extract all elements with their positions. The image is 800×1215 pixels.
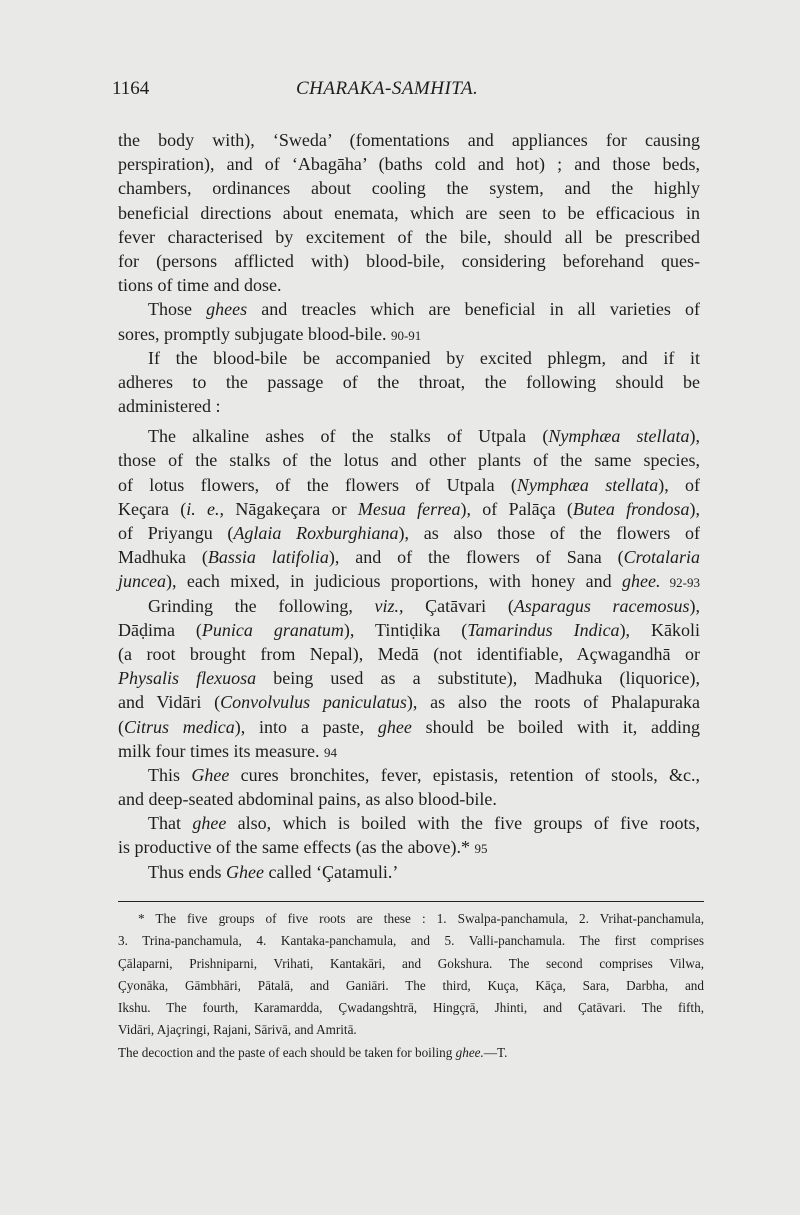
italic-text: Butea frondosa xyxy=(572,498,690,519)
text-run: ), Tintiḍika ( xyxy=(343,619,468,640)
text-run: and Vidāri ( xyxy=(118,692,221,713)
text-run: Vidāri, Ajaçringi, Rajani, Sārivā, and Amritā. xyxy=(118,1022,357,1038)
text-line xyxy=(118,618,700,642)
italic-text: juncea xyxy=(118,571,166,592)
italic-text: Ghee xyxy=(226,861,264,882)
text-run: ), of xyxy=(658,474,700,495)
footnote-line xyxy=(118,975,704,997)
text-line xyxy=(118,521,700,545)
text-line xyxy=(118,322,700,346)
italic-text: ghee. xyxy=(622,571,661,592)
text-run: ), and of the flowers of Sana ( xyxy=(328,547,624,568)
text-line xyxy=(118,835,700,859)
text-run: Keçara ( xyxy=(118,498,187,519)
text-line xyxy=(118,642,700,666)
text-run: and treacles which are beneficial in all varieties of xyxy=(247,299,700,320)
footnote-line xyxy=(118,997,704,1019)
text-run: Grinding the following, xyxy=(148,595,375,616)
text-line xyxy=(118,569,700,593)
text-line xyxy=(118,176,700,200)
text-run: ), as also the roots of Phalapuraka xyxy=(406,692,701,713)
text-run: administered : xyxy=(118,396,221,417)
text-run: should be boiled with it, adding xyxy=(411,716,700,737)
text-run: * The five groups of five roots are these : 1. Swalpa-panchamula, 2. Vrihat-panchamula, xyxy=(138,911,704,926)
text-run: perspiration), and of ‘Abagāha’ (baths cold and hot) ; and those beds, xyxy=(118,154,700,175)
text-line xyxy=(118,225,700,249)
text-run: ), of Palāça ( xyxy=(460,498,573,519)
italic-text: Tamarindus Indica xyxy=(467,619,620,640)
text-run: Thus ends xyxy=(148,861,226,882)
text-run: —T. xyxy=(483,1044,508,1060)
text-run: 3. Trina-panchamula, 4. Kantaka-panchamula, and 5. Valli-panchamula. The first comprises xyxy=(118,933,704,949)
italic-text: Ghee xyxy=(191,764,230,785)
text-run: ), into a paste, xyxy=(234,716,378,737)
italic-text: ghees xyxy=(206,299,248,320)
text-run: called ‘Çatamuli.’ xyxy=(263,861,399,882)
italic-text: i. e., xyxy=(186,498,225,519)
text-run: for (persons afflicted with) blood-bile, considering beforehand ques- xyxy=(118,250,700,271)
text-run: Nāgakeçara or xyxy=(224,498,358,519)
italic-text: Citrus medica xyxy=(124,716,235,737)
text-line xyxy=(118,128,700,152)
text-line xyxy=(118,690,700,714)
text-run: of Priyangu ( xyxy=(118,523,234,543)
italic-text: viz., xyxy=(374,595,404,616)
italic-text: ghee xyxy=(192,813,227,834)
text-run: the body with), ‘Sweda’ (fomentations and appliances for causing xyxy=(118,130,700,150)
text-line xyxy=(118,473,700,497)
text-line xyxy=(118,297,700,321)
text-run: Dāḍima ( xyxy=(118,619,202,640)
italic-text: ghee xyxy=(377,716,412,737)
text-line xyxy=(118,860,700,884)
body-text xyxy=(118,128,700,884)
text-line xyxy=(118,715,700,739)
text-run: ), as also those of the flowers of xyxy=(398,523,700,543)
text-run: Those xyxy=(148,299,207,320)
text-run: ), each mixed, in judicious proportions, with honey and xyxy=(165,571,623,592)
text-line xyxy=(118,346,700,370)
text-run: ), xyxy=(689,498,700,519)
text-run: ), xyxy=(689,426,701,447)
text-run: cures bronchites, fever, epistasis, retention of stools, &c., xyxy=(229,764,700,785)
text-run: also, which is boiled with the five groups of five roots, xyxy=(226,813,700,834)
italic-text: ghee. xyxy=(455,1044,484,1060)
text-line xyxy=(118,594,700,618)
text-line xyxy=(118,811,700,835)
italic-text: Crotalaria xyxy=(623,547,700,568)
text-run: Çatāvari ( xyxy=(403,595,514,616)
text-run: (a root brought from Nepal), Medā (not identifiable, Açwagandhā or xyxy=(118,643,700,664)
verse-number: 95 xyxy=(474,841,488,857)
italic-text: Aglaia Roxburghiana xyxy=(233,523,399,543)
text-line xyxy=(118,249,700,273)
italic-text: Physalis flexuosa xyxy=(118,668,257,689)
text-line xyxy=(118,152,700,176)
text-run: milk four times its measure. xyxy=(118,740,324,761)
footnote-line xyxy=(118,953,704,975)
text-run: beneficial directions about enemata, which are seen to be efficacious in xyxy=(118,202,700,223)
footnote-divider xyxy=(118,901,704,902)
text-run: The alkaline ashes of the stalks of Utpala ( xyxy=(148,426,549,447)
text-run: Çyonāka, Gāmbhāri, Pātalā, and Ganiāri. The third, Kuça, Kāça, Sara, Darbha, and xyxy=(118,977,704,993)
footnote-line xyxy=(118,908,704,930)
text-run: of lotus flowers, of the flowers of Utpala ( xyxy=(118,474,517,495)
text-line xyxy=(118,497,700,521)
running-title: CHARAKA-SAMHITA. xyxy=(296,78,479,99)
text-run: Ikshu. The fourth, Karamardda, Çwadangshtrā, Hingçrā, Jhinti, and Çatāvari. The fifth, xyxy=(118,1000,704,1016)
text-line xyxy=(118,763,700,787)
italic-text: Bassia latifolia xyxy=(207,547,329,568)
text-line xyxy=(118,739,700,763)
italic-text: Convolvulus paniculatus xyxy=(220,692,407,713)
text-line xyxy=(118,545,700,569)
text-run: ), Kākoli xyxy=(619,619,700,640)
text-run: being used as a substitute), Madhuka (liquorice), xyxy=(256,668,700,689)
italic-text: Asparagus racemosus xyxy=(513,595,690,616)
verse-number: 94 xyxy=(323,744,337,760)
text-run: Madhuka ( xyxy=(118,547,208,568)
footnote-line xyxy=(118,930,704,952)
text-run: tions of time and dose. xyxy=(118,275,282,296)
text-line xyxy=(118,787,700,811)
footnote-line xyxy=(118,1019,704,1041)
text-line xyxy=(118,448,700,472)
text-line xyxy=(118,424,700,448)
text-run: adheres to the passage of the throat, the following should be xyxy=(118,371,700,392)
italic-text: Punica granatum xyxy=(201,619,344,640)
text-run: If the blood-bile be accompanied by excited phlegm, and if it xyxy=(148,347,700,368)
text-run: ( xyxy=(118,716,124,737)
text-line xyxy=(118,201,700,225)
page-number: 1164 xyxy=(112,78,150,99)
text-line xyxy=(118,273,700,297)
text-line xyxy=(118,394,700,418)
italic-text: Nymphæa stellata xyxy=(548,426,690,447)
text-line xyxy=(118,370,700,394)
text-run: fever characterised by excitement of the bile, should all be prescribed xyxy=(118,226,700,247)
text-run: This xyxy=(148,764,192,785)
footnotes xyxy=(118,908,704,1064)
italic-text: Mesua ferrea xyxy=(357,498,461,519)
text-run: Çālaparni, Prishniparni, Vrihati, Kantakāri, and Gokshura. The second comprises Vilwa, xyxy=(118,955,704,971)
italic-text: Nymphæa stellata xyxy=(516,474,659,495)
text-run: The decoction and the paste of each should be taken for boiling xyxy=(118,1044,456,1060)
text-run: sores, promptly subjugate blood-bile. xyxy=(118,323,391,344)
text-run: those of the stalks of the lotus and other plants of the same species, xyxy=(118,450,700,471)
verse-number: 90-91 xyxy=(390,327,422,343)
text-run: chambers, ordinances about cooling the system, and the highly xyxy=(118,178,700,199)
text-run: is productive of the same effects (as the above).* xyxy=(118,837,475,858)
text-run: That xyxy=(148,813,193,834)
text-line xyxy=(118,666,700,690)
text-run: and deep-seated abdominal pains, as also blood-bile. xyxy=(118,789,497,810)
text-run: ), xyxy=(689,595,700,616)
footnote-line xyxy=(118,1042,704,1064)
verse-number: 92-93 xyxy=(660,575,700,591)
